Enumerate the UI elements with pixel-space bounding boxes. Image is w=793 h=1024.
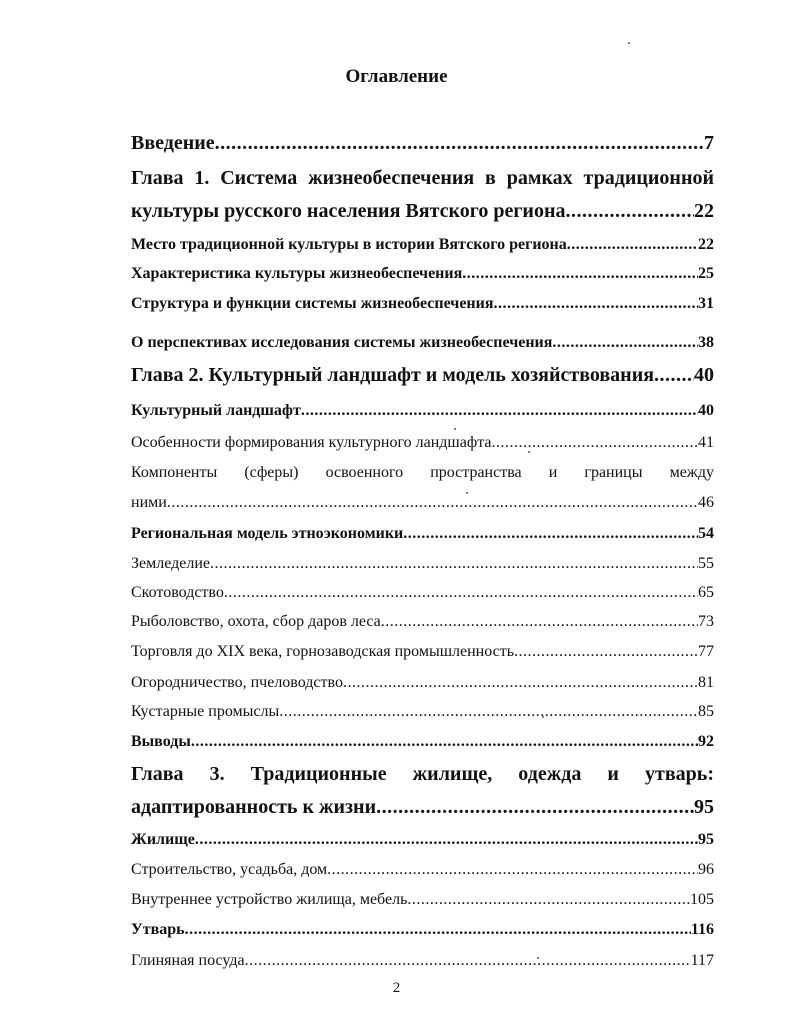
toc-entry-page: 25 [698,265,714,282]
toc-entry-s7-line-2[interactable] [131,494,714,512]
toc-entry-label: Структура и функции системы жизнеобеспечения [131,295,494,312]
toc-entry-label: Введение [131,132,215,154]
toc-entry-page: 54 [698,525,714,542]
toc-entry-s13[interactable] [131,674,714,692]
toc-entry-page: 41 [698,434,714,451]
toc-entry-s6[interactable] [131,434,714,452]
dot-leader [224,584,698,602]
toc-entry-s11[interactable] [131,613,714,631]
toc-entry-label: Региональная модель этноэкономики [131,525,404,542]
dot-leader [407,891,690,909]
toc-entry-page: 38 [698,334,714,351]
toc-entry-label: Особенности формирования культурного ландшафта [131,434,492,451]
toc-entry-page: 105 [690,891,714,908]
dot-leader [343,674,698,692]
dot-leader [567,236,698,254]
toc-entry-page: 46 [698,494,714,511]
toc-entry-s3[interactable] [131,295,714,313]
toc-entry-page: 116 [690,921,714,938]
scan-speck [542,716,544,718]
page-number: 2 [392,980,401,996]
dot-leader [552,334,698,352]
dot-leader [279,703,698,721]
dot-leader [403,525,698,543]
toc-entry-page: 40 [694,364,714,386]
toc-entry-s12[interactable] [131,643,714,661]
dot-leader [191,733,698,751]
toc-entry-s19[interactable] [131,921,714,939]
toc-entry-s17[interactable] [131,861,714,879]
scan-speck [528,451,530,453]
toc-entry-page: 95 [698,831,714,848]
toc-entry-s4[interactable] [131,334,714,352]
toc-entry-s2[interactable] [131,265,714,283]
toc-entry-label: Характеристика культуры жизнеобеспечения [131,265,463,282]
toc-entry-label: Культурный ландшафт [131,402,301,419]
toc-entry-page: 55 [698,555,714,572]
toc-entry-label: Жилище [131,831,195,848]
toc-entry-s18[interactable] [131,891,714,909]
scan-speck [545,146,547,148]
toc-entry-label: Земледелие [131,555,211,572]
toc-entry-label: Утварь [131,921,185,938]
toc-entry-label: Выводы [131,733,191,750]
dot-leader [245,952,691,970]
toc-entry-label: культуры русского населения Вятского региона [131,200,566,222]
toc-chapter-1-line-1[interactable]: Глава 1. Система жизнеобеспечения в рамках традиционной [131,167,714,189]
toc-entry-label: ними [131,494,167,511]
toc-entry-label: Место традиционной культуры в истории Вятского региона [131,236,567,253]
toc-entry-s5[interactable] [131,402,714,420]
toc-entry-page: 81 [698,674,714,691]
toc-entry-s20[interactable] [131,952,714,970]
dot-leader [210,555,698,573]
toc-entry-page: 117 [690,952,714,969]
toc-entry-label: адаптированность к жизни [131,796,377,818]
toc-entry-page: 7 [704,132,714,154]
dot-leader [462,265,698,283]
toc-entry-label: Торговля до XIX века, горнозаводская промышленность [131,643,515,660]
dot-leader [654,364,694,387]
toc-chapter-3-line-1[interactable]: Глава 3. Традиционные жилище, одежда и утварь: [131,763,714,785]
dot-leader [327,861,698,879]
dot-leader [215,132,704,155]
toc-entry-page: 95 [694,796,714,818]
dot-leader [514,643,698,661]
dot-leader [195,831,698,849]
toc-entry-s8[interactable] [131,525,714,543]
toc-chapter-1-line-2[interactable] [131,200,714,223]
toc-entry-s16[interactable] [131,831,714,849]
toc-entry-label: Внутреннее устройство жилища, мебель [131,891,408,908]
dot-leader [376,796,694,819]
scan-speck [466,492,468,494]
toc-entry-label: Огородничество, пчеловодство [131,674,343,691]
toc-entry-s9[interactable] [131,555,714,573]
dot-leader [565,200,694,223]
scan-speck [537,957,539,959]
toc-entry-label: Глава 2. Культурный ландшафт и модель хозяйствования [131,364,655,386]
toc-entry-page: 77 [698,643,714,660]
toc-entry-label: Рыболовство, охота, сбор даров леса [131,613,381,630]
toc-entry-label: Кустарные промыслы [131,703,280,720]
toc-entry-intro[interactable] [131,132,714,155]
dot-leader [185,921,691,939]
toc-entry-s10[interactable] [131,584,714,602]
toc-chapter-2[interactable] [131,364,714,387]
toc-entry-page: 85 [698,703,714,720]
toc-entry-page: 22 [698,236,714,253]
toc-entry-page: 31 [698,295,714,312]
toc-chapter-3-line-2[interactable] [131,796,714,819]
dot-leader [494,295,698,313]
toc-entry-label: Глиняная посуда [131,952,245,969]
dot-leader [381,613,698,631]
toc-entry-page: 40 [698,402,714,419]
dot-leader [492,434,699,452]
toc-entry-page: 65 [698,584,714,601]
toc-entry-page: 22 [694,200,714,222]
toc-entry-label: Строительство, усадьба, дом [131,861,328,878]
toc-entry-s15[interactable] [131,733,714,751]
toc-title: Оглавление [345,66,448,87]
toc-entry-s14[interactable] [131,703,714,721]
scan-speck [628,42,630,44]
toc-entry-s1[interactable] [131,236,714,254]
toc-entry-label: Скотоводство [131,584,224,601]
toc-entry-label: О перспективах исследования системы жизнеобеспечения [131,334,553,351]
scan-speck [454,428,456,430]
toc-entry-page: 92 [698,733,714,750]
toc-entry-s7-line-1[interactable]: Компоненты (сферы) освоенного пространства и границы между [131,464,714,481]
dot-leader [167,494,698,512]
toc-entry-page: 96 [698,861,714,878]
dot-leader [301,402,698,420]
toc-entry-page: 73 [698,613,714,630]
